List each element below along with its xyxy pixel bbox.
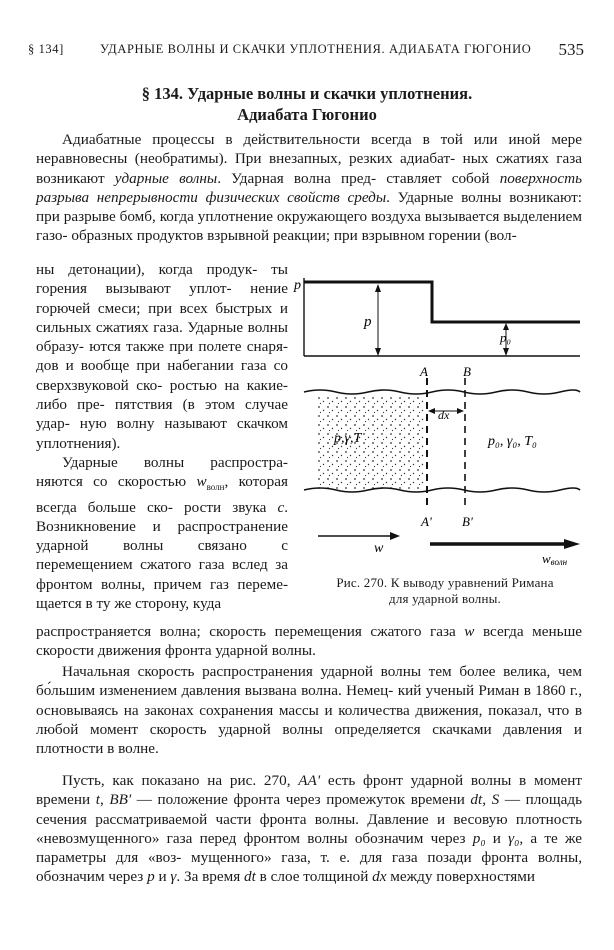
narrow-column-text: ны детонации), когда продук- ты горения вызывают уплот- нение горючей смеси; при всех быстрых и сильных сжатиях газа. Ударные волны образу- ются также при полете снаря- дов и вообще при набегании газа со сверхзвуковой ско- ростью на какие-либо пре- пятствия (в этом случае удар- ную волну называют скачком уплотнения). Ударные волны распростра- няются со скоростью $w_{волн}$, которая всегда больше ско- рости звука c. Возникновение и распространение ударной волны связано с перемещением сжатого газа вслед за фронтом волны, причем газ переме- щается в ту же сторону, куда (36, 261, 289, 613)
p-label: p (364, 314, 372, 330)
header-title: УДАРНЫЕ ВОЛНЫ И СКАЧКИ УПЛОТНЕНИЯ. АДИАБАТА ГЮГОНИО (100, 42, 532, 56)
w-label: w (374, 541, 384, 556)
label-A: A (420, 364, 428, 379)
figure-270 (290, 270, 590, 575)
tube-wall-top (304, 390, 580, 394)
paragraph-2-full: распространяется волна; скорость перемещения сжатого газа w всегда меньше скорости движения фронта ударной волны. (36, 623, 583, 660)
figure-caption: Рис. 270. К выводу уравнений Римана для ударной волны. (336, 575, 554, 606)
outside-params: p₀, γ₀, T₀ (488, 434, 537, 449)
w-arrow-head (390, 532, 400, 540)
p-arrow-head-top (375, 284, 381, 292)
paragraph-3: Начальная скорость распространения ударной волны тем более велика, чем бо́льшим изменением давления вызвана волна. Немец- кий ученый Риман в 1860 г., основываясь на законах сохранения массы и количества движения, показал, что в любой момент скорость ударной волны определяется скачками давления и плотности в волне. (36, 663, 583, 758)
term-shock-waves: ударные волны (114, 169, 218, 187)
p-arrow-head-bottom (375, 348, 381, 356)
w-wave-label: wволн (542, 551, 568, 567)
label-B-prime: B' (462, 514, 473, 529)
label-B: B (463, 364, 471, 379)
page-number: 535 (558, 40, 584, 59)
p0-arrow-head-bottom (503, 348, 509, 356)
dx-label: dx (438, 408, 450, 422)
running-header (28, 40, 584, 62)
inside-params: p,γ,T (334, 431, 362, 446)
p0-arrow-head-top (503, 323, 509, 330)
pressure-profile (304, 282, 580, 322)
section-heading-line2: Адиабата Гюгонио (237, 105, 377, 124)
dx-arrow-head-right (457, 408, 464, 414)
w-wave-arrow-head (564, 539, 580, 549)
term-discontinuity: поверхность разрыва непрерывности физических (36, 169, 582, 206)
label-A-prime: A' (421, 514, 432, 529)
dx-arrow-head-left (428, 408, 435, 414)
paragraph-1-full: Адиабатные процессы в действительности всегда в той или иной мере неравновесны (необратимы). При внезапных, резких адиабат- ных сжатиях газа возникают ударные волны. Ударная волна пред- ставляет собой поверхность разрыва непрерывности физических свойств среды. Ударные волны возникают: при разрыве бомб, когда уплотнение окружающего воздуха вызывается выделением газо- образных продуктов взрывной реакции; при взрывном горении (вол- (36, 131, 583, 245)
header-section: § 134] (28, 42, 64, 56)
paragraph-4: Пусть, как показано на рис. 270, AA' есть фронт ударной волны в момент времени t, BB' — положение фронта через промежуток времени dt, S — площадь сечения рассматриваемой части фронта волны. Давление и весовую плотность «невозмущенного» газа перед фронтом волны обозначим через p₀ и γ₀, а те же параметры для «воз- мущенного» газа, т. е. для газа позади фронта волны, обозначим через p и γ. За время dt в слое толщиной dx между поверхностями (36, 772, 583, 886)
section-heading-line1: § 134. Ударные волны и скачки уплотнения. (141, 84, 473, 103)
p0-label: p₀ (500, 330, 512, 345)
p-axis-label: p (294, 278, 301, 293)
